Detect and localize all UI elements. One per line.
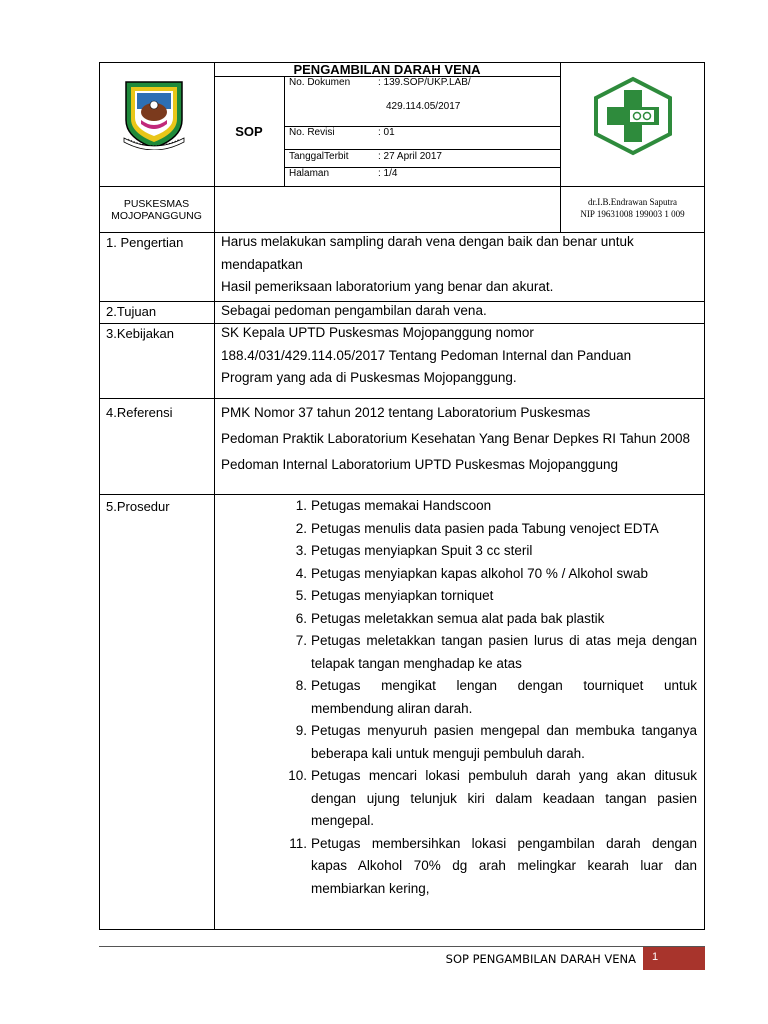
procedure-step: 4. Petugas menyiapkan kapas alkohol 70 % / Alkohol swab bbox=[295, 565, 648, 581]
procedure-step: 9. Petugas menyuruh pasien mengepal dan membuka tanganya beberapa kali untuk menguji pembuluh darah. bbox=[295, 723, 697, 761]
label-referensi: 4.Referensi bbox=[106, 405, 173, 420]
kebijakan-line: Program yang ada di Puskesmas Mojopanggung. bbox=[221, 370, 517, 385]
institution-line-2: MOJOPANGGUNG bbox=[111, 210, 202, 222]
procedure-step: 1. Petugas memakai Handscoon bbox=[295, 498, 492, 513]
regional-emblem-logo bbox=[118, 78, 190, 150]
procedure-step: 8. Petugas mengikat lengan dengan tourniquet untuk membendung aliran darah. bbox=[295, 678, 697, 716]
kebijakan-line: 188.4/031/429.114.05/2017 Tentang Pedoman Internal dan Panduan bbox=[221, 347, 632, 363]
label-prosedur: 5.Prosedur bbox=[106, 499, 170, 514]
procedure-step: 2. Petugas menulis data pasien pada Tabung venoject EDTA bbox=[295, 520, 659, 536]
content-kebijakan bbox=[221, 322, 697, 390]
procedure-step: 3. Petugas menyiapkan Spuit 3 cc steril bbox=[295, 543, 533, 558]
procedure-list bbox=[287, 495, 697, 900]
procedure-step: 6. Petugas meletakkan semua alat pada bak plastik bbox=[295, 610, 605, 626]
footer-text: SOP PENGAMBILAN DARAH VENA bbox=[445, 952, 636, 966]
meta-value-doc-number-cont: 429.114.05/2017 bbox=[386, 101, 461, 112]
meta-label-revision: No. Revisi bbox=[289, 127, 335, 138]
institution-line-1: PUSKESMAS bbox=[123, 198, 190, 210]
sop-label: SOP bbox=[235, 124, 263, 139]
signer-block bbox=[560, 196, 705, 220]
signer-name: dr.I.B.Endrawan Saputra bbox=[588, 197, 677, 207]
institution-name bbox=[99, 198, 214, 222]
puskesmas-cross-logo bbox=[590, 76, 676, 156]
procedure-step: 5. Petugas menyiapkan torniquet bbox=[295, 588, 494, 603]
meta-label-date: TanggalTerbit bbox=[289, 151, 349, 162]
referensi-item: Pedoman Internal Laboratorium UPTD Puskesmas Mojopanggung bbox=[221, 457, 618, 472]
meta-label-doc-number: No. Dokumen bbox=[289, 77, 351, 88]
pengertian-line: Harus melakukan sampling darah vena dengan baik dan benar untuk bbox=[221, 234, 634, 249]
procedure-step: 7. Petugas meletakkan tangan pasien lurus di atas meja dengan telapak tangan menghadap ke atas bbox=[295, 633, 697, 671]
kebijakan-line: SK Kepala UPTD Puskesmas Mojopanggung nomor bbox=[221, 325, 534, 340]
referensi-item: PMK Nomor 37 tahun 2012 tentang Laboratorium Puskesmas bbox=[221, 405, 591, 420]
label-kebijakan: 3.Kebijakan bbox=[106, 326, 174, 341]
footer-rule bbox=[99, 946, 705, 947]
meta-value-date: : 27 April 2017 bbox=[378, 151, 442, 162]
content-pengertian bbox=[221, 231, 697, 299]
procedure-step: 11. Petugas membersihkan lokasi pengambilan darah dengan kapas Alkohol 70% dg arah melingkar kearah luar dan membiarkan kering, bbox=[289, 835, 697, 896]
document-title: PENGAMBILAN DARAH VENA bbox=[293, 62, 481, 77]
page-number-badge bbox=[643, 947, 705, 970]
content-tujuan: Sebagai pedoman pengambilan darah vena. bbox=[221, 303, 487, 318]
procedure-step: 10. Petugas mencari lokasi pembuluh darah yang akan ditusuk dengan ujung telunjuk kiri dalam keadaan tangan pasien mengepal. bbox=[288, 768, 697, 828]
page-number: 1 bbox=[652, 951, 659, 963]
meta-value-revision: : 01 bbox=[378, 127, 395, 138]
pengertian-line: Hasil pemeriksaan laboratorium yang benar dan akurat. bbox=[221, 279, 554, 294]
referensi-item: Pedoman Praktik Laboratorium Kesehatan Yang Benar Depkes RI Tahun 2008 bbox=[221, 431, 691, 446]
meta-value-doc-number: : 139.SOP/UKP.LAB/ bbox=[378, 77, 471, 88]
pengertian-line: mendapatkan bbox=[221, 256, 303, 272]
signer-nip: NIP 19631008 199003 1 009 bbox=[580, 209, 685, 219]
meta-value-page: : 1/4 bbox=[378, 168, 398, 179]
label-pengertian: 1. Pengertian bbox=[106, 235, 184, 250]
content-referensi bbox=[221, 405, 691, 472]
label-tujuan: 2.Tujuan bbox=[106, 304, 157, 319]
meta-label-page: Halaman bbox=[289, 168, 330, 179]
